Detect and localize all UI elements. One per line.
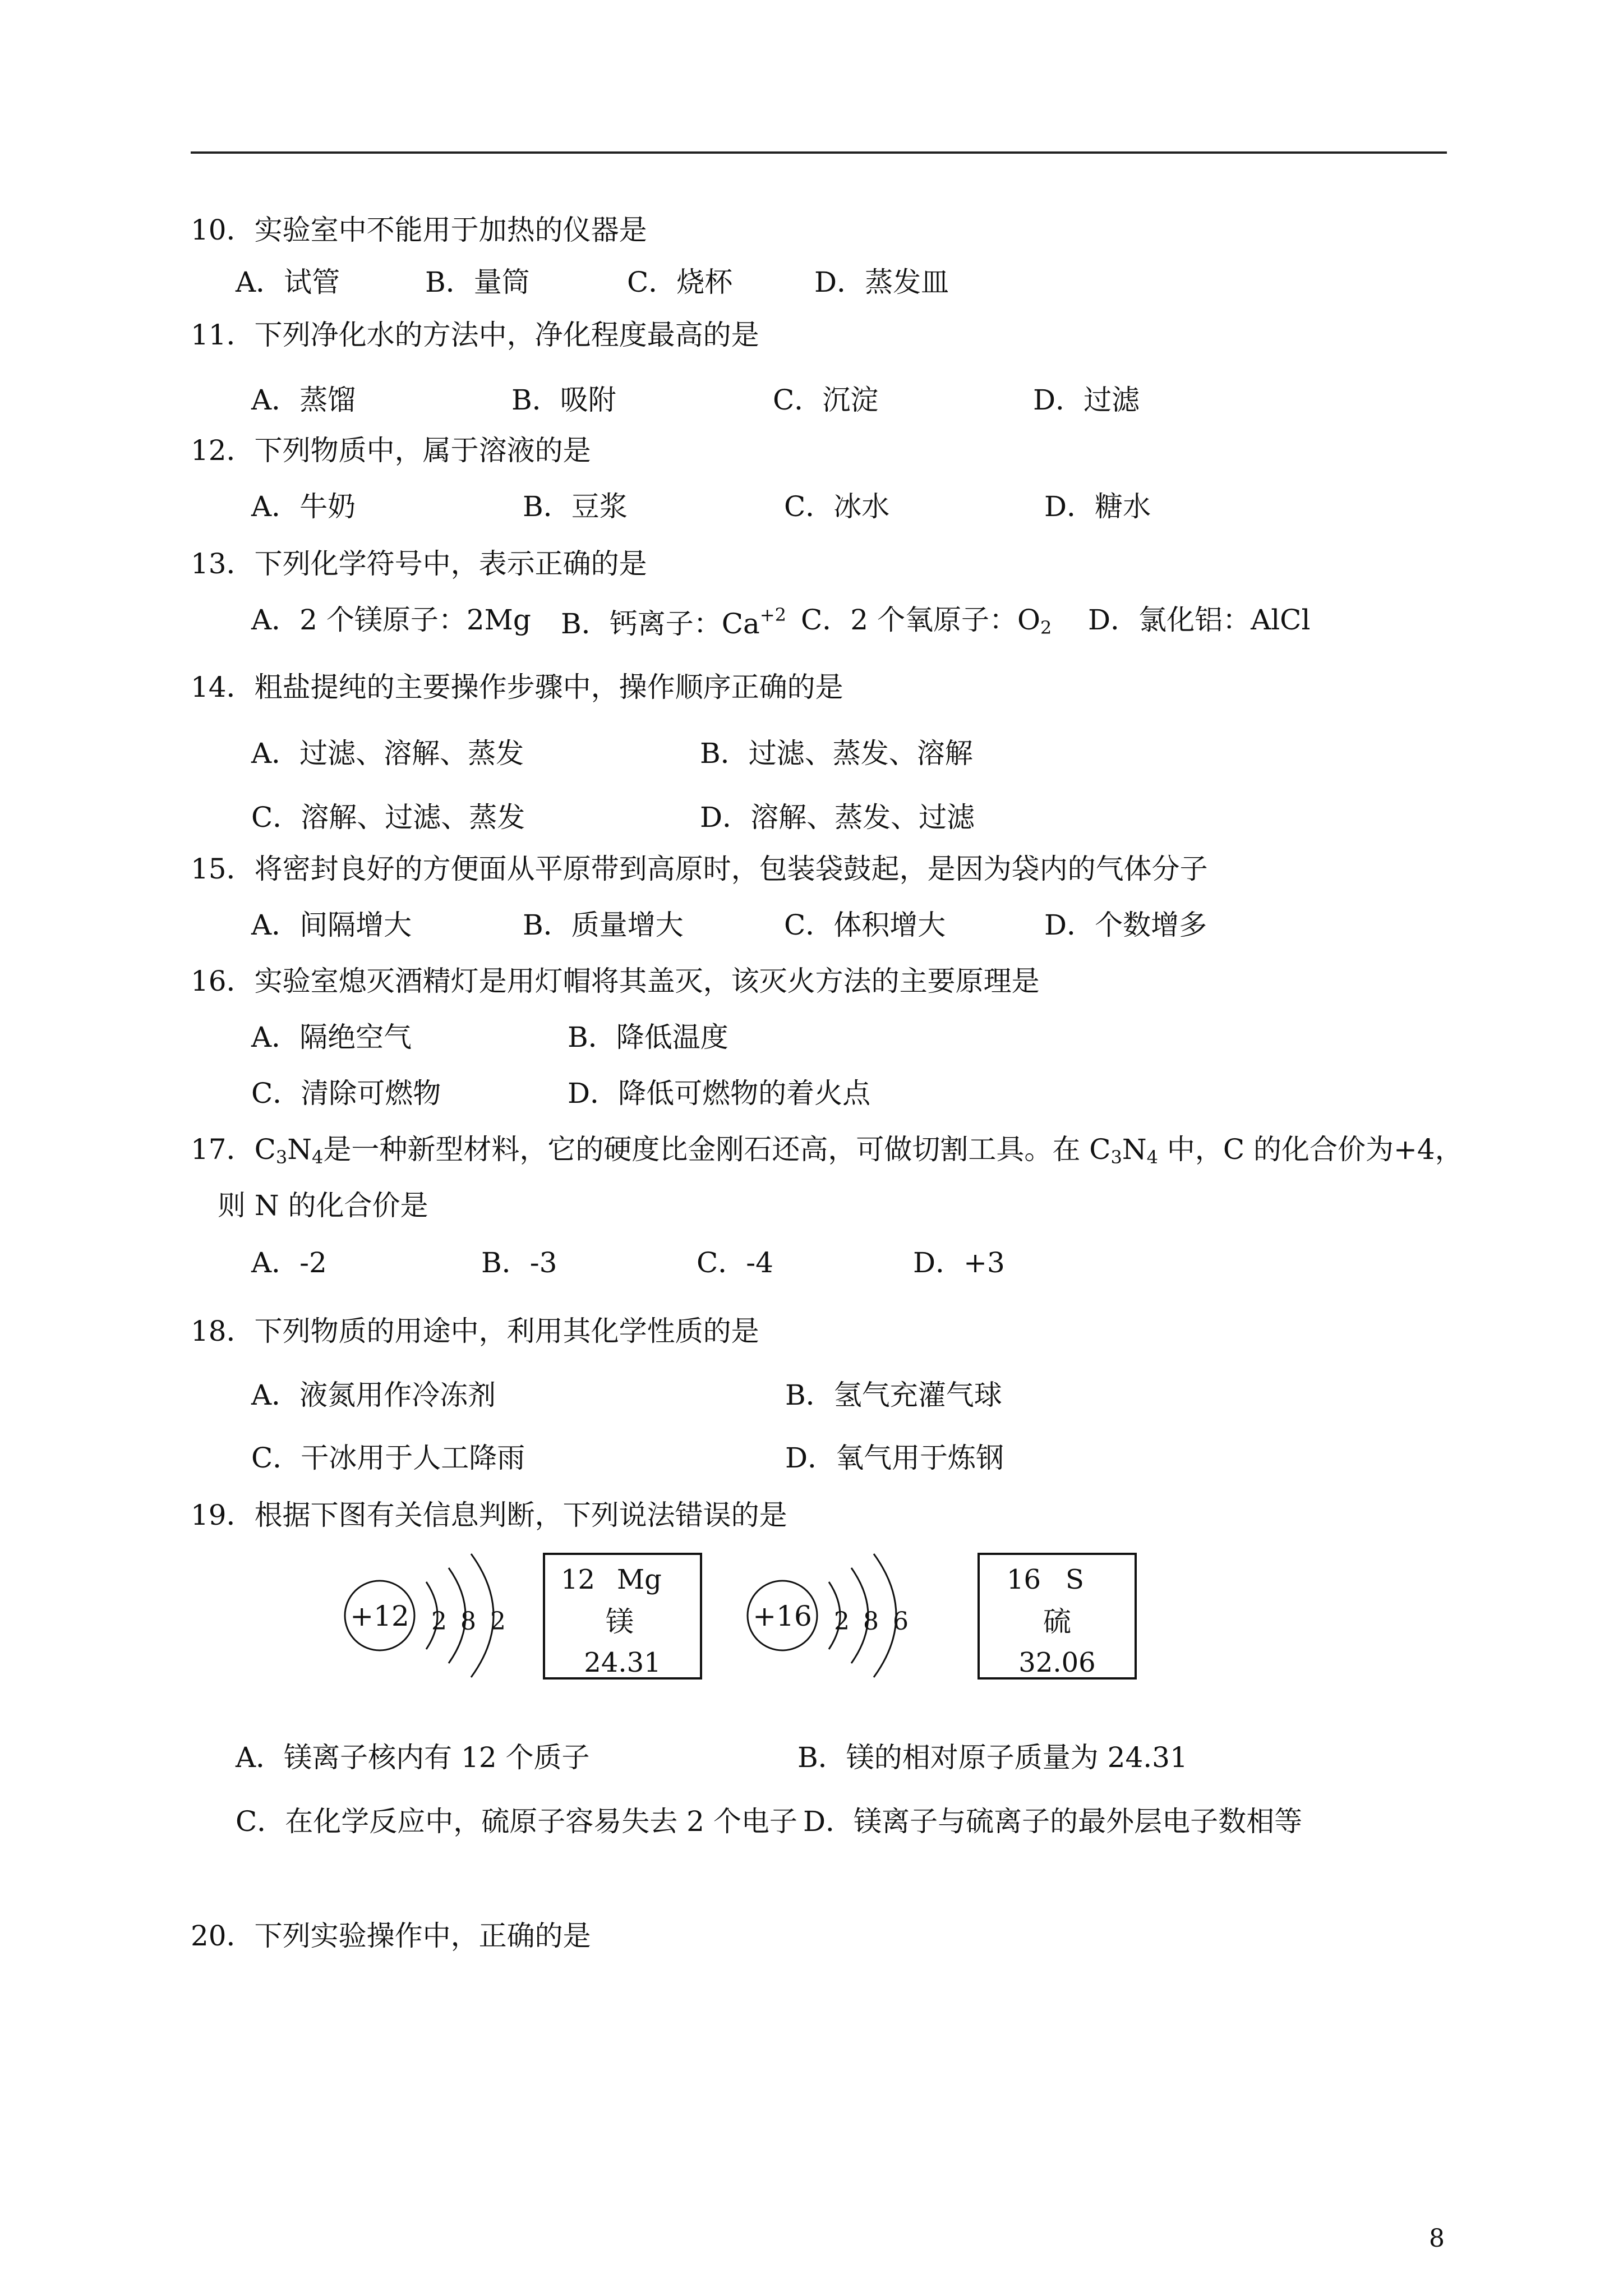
option-d: D．氧气用于炼钢: [785, 1442, 1004, 1474]
s-atomic-number: 16: [1007, 1564, 1041, 1595]
question-stem: 根据下图有关信息判断，下列说法错误的是: [254, 1499, 787, 1531]
s-atomic-mass: 32.06: [1018, 1647, 1096, 1678]
s-element-card: [979, 1554, 1136, 1678]
question-stem: 下列实验操作中，正确的是: [254, 1920, 591, 1952]
mg-atomic-number: 12: [561, 1564, 596, 1595]
option-b: B．降低温度: [568, 1021, 728, 1053]
mg-name: 镁: [606, 1605, 634, 1638]
option-a: A．试管: [236, 266, 340, 298]
option-d: D．+3: [913, 1246, 1005, 1279]
option-a: A．镁离子核内有 12 个质子: [236, 1741, 590, 1774]
question-stem: 下列化学符号中，表示正确的是: [254, 547, 647, 580]
option-b: B．豆浆: [523, 490, 628, 523]
question-stem: 下列物质中，属于溶液的是: [254, 434, 591, 467]
mg-atomic-mass: 24.31: [584, 1647, 661, 1678]
s-shell-2-electrons: 8: [863, 1607, 879, 1636]
s-atom-structure: [748, 1554, 909, 1677]
option-d: D．溶解、蒸发、过滤: [700, 801, 975, 834]
question-number: 12．: [191, 434, 255, 467]
question-number: 15．: [191, 853, 255, 885]
mg-shell-3-electrons: 2: [490, 1607, 506, 1636]
option-a: A．过滤、溶解、蒸发: [251, 737, 524, 770]
question-number: 11．: [191, 319, 255, 351]
s-name: 硫: [1043, 1605, 1071, 1638]
option-c: C．-4: [697, 1246, 773, 1279]
question-17: 17．$C_3N_4$是一种新型材料，它的硬度比金刚石还高，可做切割工具。在 $C_3N_4$ 中，C 的化合价为+4，: [191, 1133, 1463, 1168]
option-c: C．在化学反应中，硫原子容易失去 2 个电子: [236, 1805, 797, 1838]
s-symbol: S: [1066, 1564, 1084, 1595]
mg-element-card: [544, 1554, 701, 1678]
option-a: A．蒸馏: [251, 384, 356, 416]
question-number: 20．: [191, 1920, 255, 1952]
question-stem: 实验室熄灭酒精灯是用灯帽将其盖灭，该灭火方法的主要原理是: [254, 965, 1040, 997]
option-d: D．降低可燃物的着火点: [568, 1077, 871, 1110]
mg-shell-1-electrons: 2: [431, 1607, 447, 1636]
option-a: A．-2: [251, 1246, 327, 1279]
option-a: A．牛奶: [251, 490, 356, 523]
option-b: B．过滤、蒸发、溶解: [700, 737, 973, 770]
option-b: B．-3: [481, 1246, 557, 1279]
question-stem: 实验室中不能用于加热的仪器是: [254, 214, 647, 246]
option-c: C．干冰用于人工降雨: [251, 1442, 525, 1474]
option-a: A．液氮用作冷冻剂: [251, 1379, 496, 1411]
page-number: 8: [1429, 2224, 1445, 2253]
option-c: C．冰水: [784, 490, 890, 523]
s-shell-3-electrons: 6: [893, 1607, 909, 1636]
question-number: 13．: [191, 547, 255, 580]
option-d: D．镁离子与硫离子的最外层电子数相等: [803, 1805, 1303, 1838]
question-number: 10．: [191, 214, 255, 246]
question-stem-line2: 则 N 的化合价是: [218, 1189, 428, 1222]
option-c: C．沉淀: [773, 384, 879, 416]
question-stem: 粗盐提纯的主要操作步骤中，操作顺序正确的是: [254, 671, 843, 703]
option-a: A．间隔增大: [251, 909, 412, 941]
option-c: C．溶解、过滤、蒸发: [251, 801, 525, 834]
s-shell-1-electrons: 2: [834, 1607, 850, 1636]
mg-shell-2-electrons: 8: [460, 1607, 476, 1636]
option-d: D．蒸发皿: [814, 266, 949, 298]
question-stem: 将密封良好的方便面从平原带到高原时，包装袋鼓起，是因为袋内的气体分子: [254, 853, 1208, 885]
question-number: 18．: [191, 1315, 255, 1347]
option-a: A．隔绝空气: [251, 1021, 412, 1053]
mg-atom-structure: [345, 1554, 506, 1677]
option-c: C．体积增大: [784, 909, 946, 941]
option-b: B．量筒: [425, 266, 530, 298]
option-b: B．镁的相对原子质量为 24.31: [797, 1741, 1188, 1774]
option-d: D．糖水: [1044, 490, 1151, 523]
question-stem: 下列物质的用途中，利用其化学性质的是: [254, 1315, 759, 1347]
option-b: B．质量增大: [523, 909, 684, 941]
mg-symbol: Mg: [617, 1564, 662, 1595]
mg-nucleus-charge: +12: [350, 1600, 409, 1632]
option-d: D．氯化铝：AlCl: [1088, 604, 1311, 636]
s-nucleus-charge: +16: [753, 1600, 812, 1632]
question-number: 17．: [191, 1133, 255, 1166]
option-d: D．个数增多: [1044, 909, 1207, 941]
question-number: 16．: [191, 965, 255, 997]
option-b: B．氢气充灌气球: [785, 1379, 1002, 1411]
option-c: C．清除可燃物: [251, 1077, 441, 1110]
question-20: [191, 1922, 591, 1950]
option-a: A．2 个镁原子：2Mg: [251, 604, 531, 636]
option-c: C．烧杯: [627, 266, 733, 298]
option-b: B．吸附: [511, 384, 616, 416]
question-number: 19．: [191, 1499, 255, 1531]
option-d: D．过滤: [1033, 384, 1140, 416]
option-c: C．2 个氧原子：$O_2$: [801, 604, 1052, 638]
question-stem: 下列净化水的方法中，净化程度最高的是: [254, 319, 759, 351]
question-number: 14．: [191, 671, 255, 703]
option-b: B．钙离子：$Ca^{+2}$: [561, 604, 786, 640]
